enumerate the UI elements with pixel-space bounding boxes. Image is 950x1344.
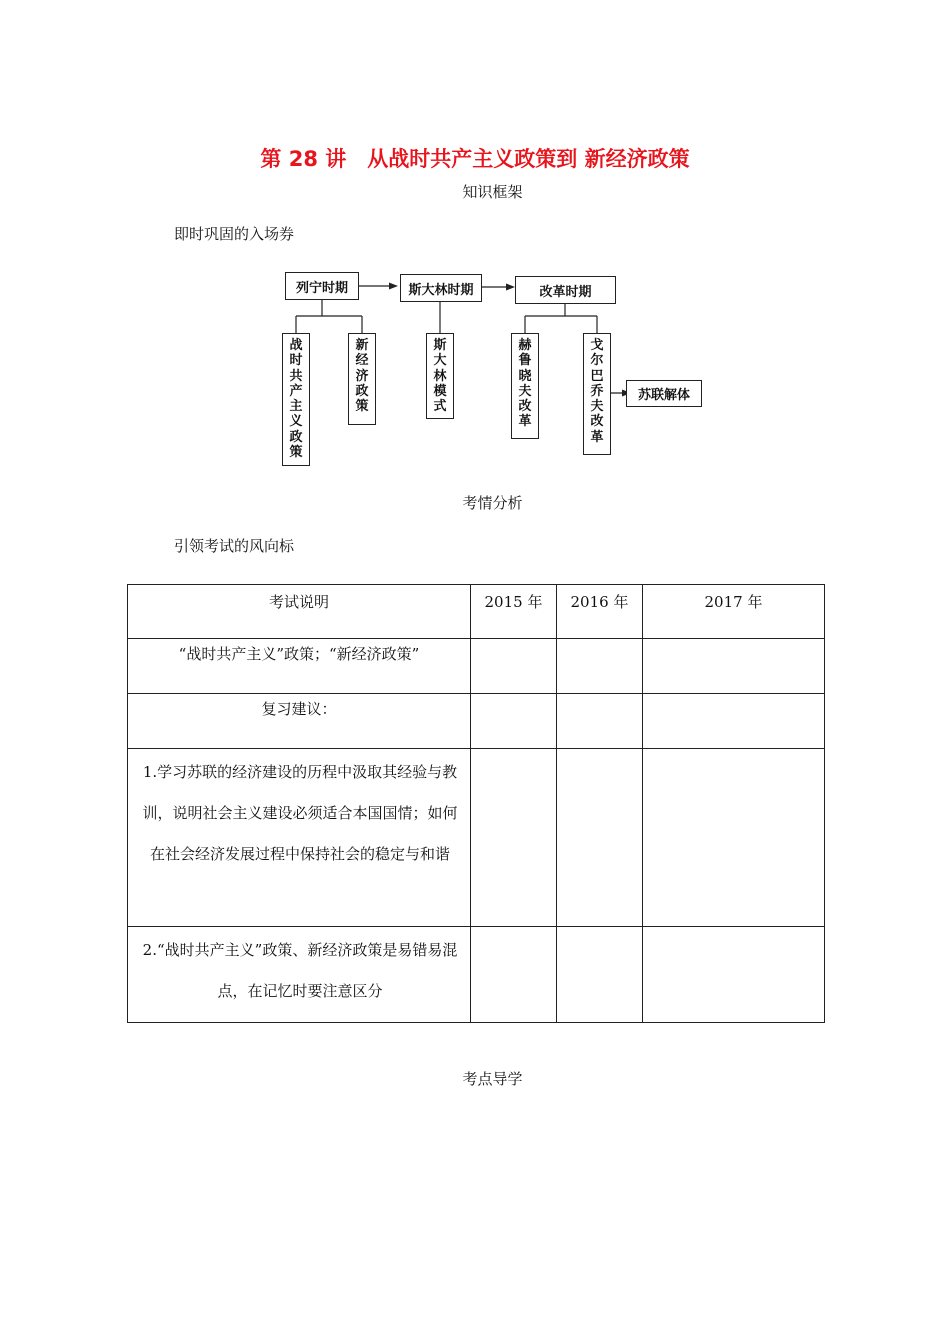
ussr-collapse-box: 苏联解体 bbox=[626, 380, 702, 407]
table-cell bbox=[643, 927, 825, 1023]
table-cell: 复习建议： bbox=[128, 694, 471, 749]
stalin-model-box: 斯大林模式 bbox=[426, 333, 454, 419]
section-key-points: 考点导学 bbox=[462, 1070, 523, 1088]
table-row bbox=[128, 639, 825, 694]
diagram-connectors bbox=[0, 0, 950, 480]
header-exam-description: 考试说明 bbox=[128, 585, 471, 639]
khrushchev-reform-box: 赫鲁晓夫改革 bbox=[511, 333, 539, 439]
reform-period-box: 改革时期 bbox=[515, 276, 616, 304]
table-cell bbox=[471, 927, 557, 1023]
table-row bbox=[128, 694, 825, 749]
table-header-row bbox=[128, 585, 825, 639]
war-communism-box: 战时共产主义政策 bbox=[282, 333, 310, 466]
section-entry-ticket: 即时巩固的入场券 bbox=[174, 225, 295, 243]
section-exam-guide: 引领考试的风向标 bbox=[174, 537, 295, 555]
table-cell bbox=[557, 639, 643, 694]
table-cell bbox=[557, 749, 643, 927]
section-exam-analysis: 考情分析 bbox=[462, 494, 523, 512]
lenin-period-box: 列宁时期 bbox=[285, 272, 359, 300]
table-cell bbox=[471, 749, 557, 927]
page-title: 第 28 讲 从战时共产主义政策到 新经济政策 bbox=[260, 147, 690, 171]
header-2015: 2015 年 bbox=[471, 585, 557, 639]
exam-table bbox=[127, 584, 825, 1023]
table-cell bbox=[471, 694, 557, 749]
table-cell bbox=[557, 694, 643, 749]
table-cell bbox=[643, 639, 825, 694]
gorbachev-reform-box: 戈尔巴乔夫改革 bbox=[583, 333, 611, 455]
table-cell bbox=[557, 927, 643, 1023]
table-row bbox=[128, 927, 825, 1023]
table-row bbox=[128, 749, 825, 927]
nep-box: 新经济政策 bbox=[348, 333, 376, 425]
table-cell bbox=[471, 639, 557, 694]
table-cell: “战时共产主义”政策；“新经济政策” bbox=[128, 639, 471, 694]
table-cell: 2.“战时共产主义”政策、新经济政策是易错易混点，在记忆时要注意区分 bbox=[128, 927, 471, 1023]
table-cell bbox=[643, 749, 825, 927]
section-knowledge-framework: 知识框架 bbox=[462, 183, 523, 201]
header-2017: 2017 年 bbox=[643, 585, 825, 639]
table-cell bbox=[643, 694, 825, 749]
stalin-period-box: 斯大林时期 bbox=[400, 274, 482, 302]
header-2016: 2016 年 bbox=[557, 585, 643, 639]
table-cell: 1.学习苏联的经济建设的历程中汲取其经验与教训，说明社会主义建设必须适合本国国情；如何在社会经济发展过程中保持社会的稳定与和谐 bbox=[128, 749, 471, 927]
